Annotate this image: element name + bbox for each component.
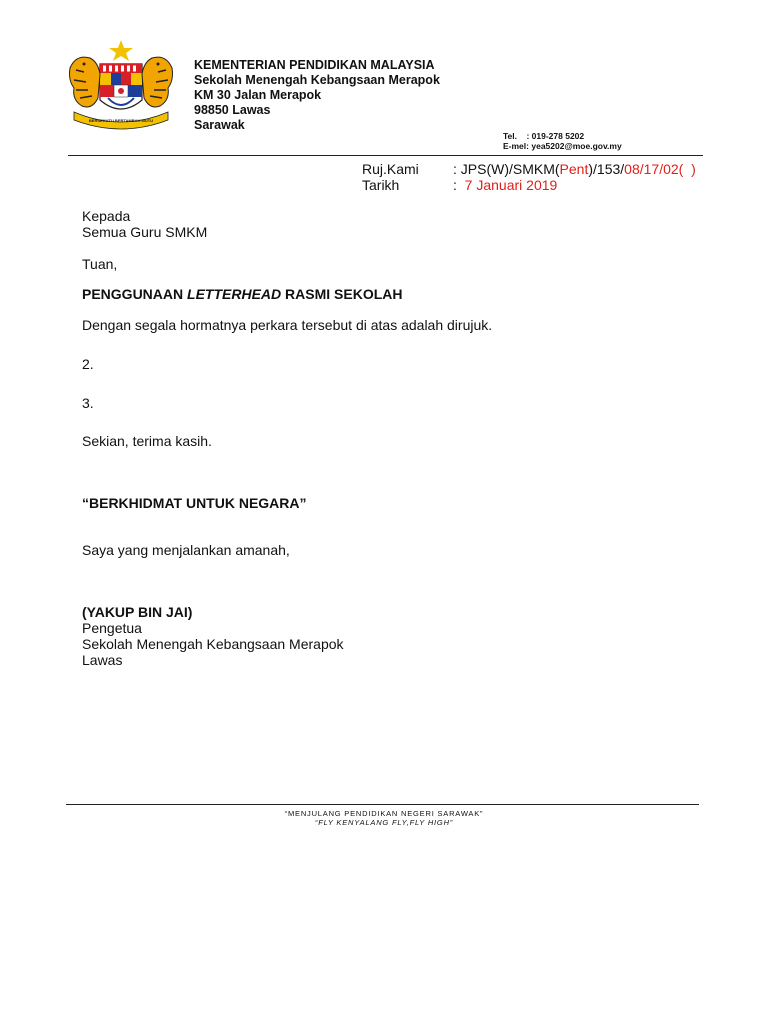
signer-title: Pengetua: [82, 620, 142, 636]
email-label: E-mel:: [503, 141, 529, 151]
ruj-kami-label: Ruj.Kami: [362, 161, 419, 177]
closing-line: Sekian, terima kasih.: [82, 433, 212, 449]
footer-divider: [66, 804, 699, 805]
recipient-line-2: Semua Guru SMKM: [82, 224, 208, 240]
coat-of-arms-logo: [62, 40, 180, 132]
tiger-right-icon: [142, 57, 173, 107]
telephone: [503, 131, 584, 141]
ruj-pent: Pent: [559, 161, 589, 177]
subject-italic: LETTERHEAD: [187, 286, 282, 302]
ruj-colon: :: [453, 161, 457, 177]
subject-line: [82, 286, 402, 302]
subject-prefix: PENGGUNAAN: [82, 286, 188, 302]
recipient-line-1: Kepada: [82, 208, 131, 224]
signer-place: Lawas: [82, 652, 123, 668]
tarikh-label: Tarikh: [362, 177, 400, 193]
tel-value: : 019-278 5202: [526, 131, 585, 141]
footer-line-2: “FLY KENYALANG FLY,FLY HIGH”: [314, 818, 454, 827]
footer-line-1: “MENJULANG PENDIDIKAN NEGERI SARAWAK”: [284, 809, 484, 818]
tiger-left-icon: [70, 57, 101, 107]
tarikh-colon: :: [453, 177, 457, 193]
address-state: Sarawak: [194, 118, 245, 132]
address-line-2: 98850 Lawas: [194, 103, 271, 117]
address-line-1: KM 30 Jalan Merapok: [194, 88, 322, 102]
signoff: Saya yang menjalankan amanah,: [82, 542, 290, 558]
ruj-part-4: ): [691, 161, 696, 177]
signer-name: (YAKUP BIN JAI): [82, 604, 193, 620]
school-name: Sekolah Menengah Kebangsaan Merapok: [194, 73, 440, 87]
paragraph-3-number: 3.: [82, 395, 94, 411]
paragraph-1: Dengan segala hormatnya perkara tersebut di atas adalah dirujuk.: [82, 317, 493, 333]
ruj-part-2: )/153/: [588, 161, 625, 177]
email: [503, 141, 622, 151]
ruj-kami-value: [453, 161, 696, 177]
ministry-name: KEMENTERIAN PENDIDIKAN MALAYSIA: [194, 58, 435, 72]
tel-label: Tel.: [503, 131, 518, 141]
salutation: Tuan,: [82, 256, 118, 272]
tarikh-date: 7 Januari 2019: [464, 177, 558, 193]
ruj-part-3: 08/17/02(: [624, 161, 684, 177]
crest-motto: BERSEKUTU BERTAMBAH MUTU: [88, 118, 154, 123]
ruj-part-1: JPS(W)/SMKM(: [460, 161, 560, 177]
slogan: “BERKHIDMAT UNTUK NEGARA”: [82, 495, 307, 511]
header-divider: [68, 155, 703, 156]
subject-suffix: RASMI SEKOLAH: [281, 286, 403, 302]
shield-icon: [100, 64, 142, 109]
star-icon: [109, 40, 133, 61]
paragraph-2-number: 2.: [82, 356, 94, 372]
email-value: yea5202@moe.gov.my: [531, 141, 622, 151]
tarikh-value: [453, 177, 557, 193]
signer-school: Sekolah Menengah Kebangsaan Merapok: [82, 636, 344, 652]
